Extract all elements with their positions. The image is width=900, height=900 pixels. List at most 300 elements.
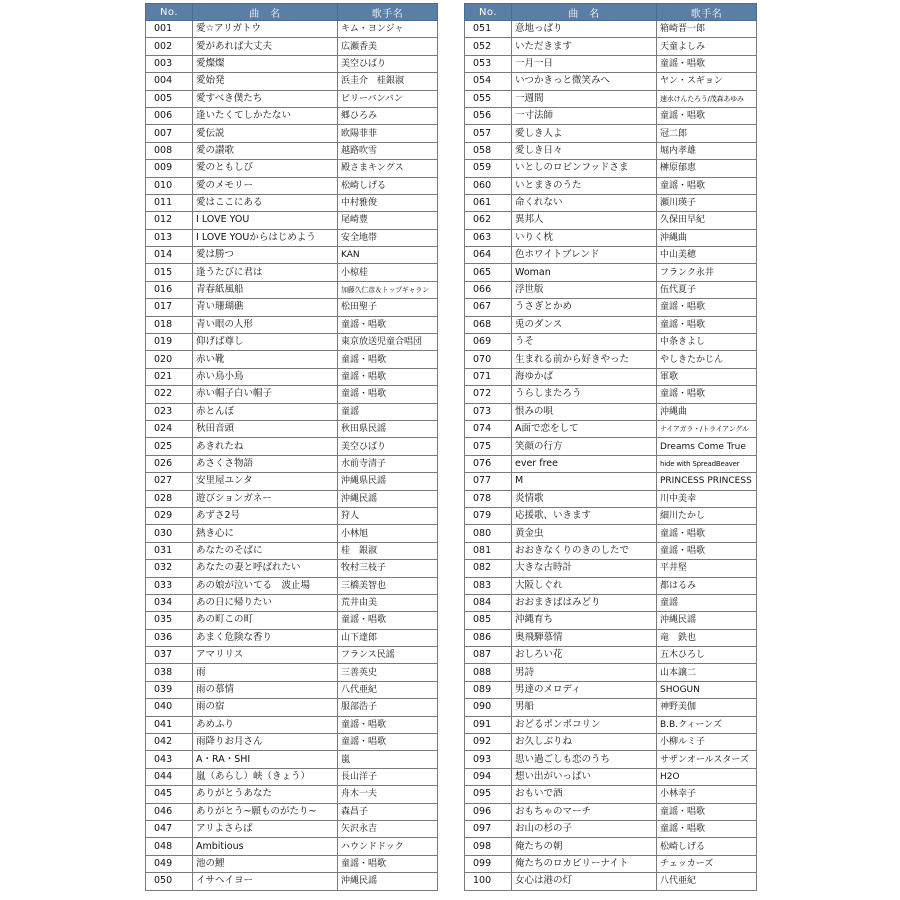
artist-name: 三善英史 xyxy=(338,664,438,681)
song-title: あまく危険な香り xyxy=(193,629,338,646)
song-number: 027 xyxy=(146,473,193,490)
song-number: 005 xyxy=(146,90,193,107)
table-header-row xyxy=(146,4,438,21)
artist-name: 童謡・唱歌 xyxy=(338,734,438,751)
song-title: あさくさ物語 xyxy=(193,455,338,472)
header-title: 曲 名 xyxy=(512,4,657,21)
song-title: 笑顔の行方 xyxy=(512,438,657,455)
song-number: 053 xyxy=(465,55,512,72)
table-row xyxy=(146,734,438,751)
song-number: 026 xyxy=(146,455,193,472)
song-title: 愛すべき僕たち xyxy=(193,90,338,107)
song-number: 012 xyxy=(146,212,193,229)
song-number: 034 xyxy=(146,594,193,611)
table-row xyxy=(465,873,757,890)
song-title: 生まれる前から好きやった xyxy=(512,351,657,368)
table-row xyxy=(146,507,438,524)
table-row xyxy=(146,820,438,837)
song-title: 愛があれば大丈夫 xyxy=(193,38,338,55)
song-title: 色ホワイトブレンド xyxy=(512,247,657,264)
song-title: いりく枕 xyxy=(512,229,657,246)
table-row xyxy=(465,629,757,646)
artist-name: 竜 鉄也 xyxy=(657,629,757,646)
song-title: I LOVE YOUからはじめよう xyxy=(193,229,338,246)
song-number: 044 xyxy=(146,768,193,785)
table-row xyxy=(465,403,757,420)
song-title: Woman xyxy=(512,264,657,281)
song-title: 赤い靴 xyxy=(193,351,338,368)
table-row xyxy=(465,507,757,524)
song-number: 069 xyxy=(465,334,512,351)
table-row xyxy=(146,699,438,716)
table-row xyxy=(146,838,438,855)
song-number: 060 xyxy=(465,177,512,194)
song-title: あの町この町 xyxy=(193,612,338,629)
table-row xyxy=(465,577,757,594)
song-title: 雨の宿 xyxy=(193,699,338,716)
song-title: 青い眼の人形 xyxy=(193,316,338,333)
song-title: いつかきっと微笑みへ xyxy=(512,73,657,90)
artist-name: 童謡・唱歌 xyxy=(338,716,438,733)
artist-name: 美空ひばり xyxy=(338,438,438,455)
song-title: あめふり xyxy=(193,716,338,733)
table-row xyxy=(465,699,757,716)
song-title: あなたのそばに xyxy=(193,542,338,559)
table-row xyxy=(146,873,438,890)
song-number: 016 xyxy=(146,281,193,298)
artist-name: 童謡・唱歌 xyxy=(338,612,438,629)
song-number: 091 xyxy=(465,716,512,733)
table-row xyxy=(146,681,438,698)
song-number: 036 xyxy=(146,629,193,646)
song-title: 一週間 xyxy=(512,90,657,107)
song-number: 075 xyxy=(465,438,512,455)
song-title: 逢いたくてしかたない xyxy=(193,107,338,124)
table-row xyxy=(465,299,757,316)
song-title: うらしまたろう xyxy=(512,386,657,403)
song-number: 014 xyxy=(146,247,193,264)
artist-name: 平井堅 xyxy=(657,560,757,577)
table-row xyxy=(146,247,438,264)
table-row xyxy=(465,473,757,490)
artist-name: 八代亜紀 xyxy=(338,681,438,698)
artist-name: 三橋美智也 xyxy=(338,577,438,594)
song-title: 浮世版 xyxy=(512,281,657,298)
song-number: 018 xyxy=(146,316,193,333)
song-title: 逢うたびに君は xyxy=(193,264,338,281)
table-row xyxy=(465,386,757,403)
table-row xyxy=(146,525,438,542)
song-number: 038 xyxy=(146,664,193,681)
table-row xyxy=(146,90,438,107)
table-row xyxy=(465,490,757,507)
artist-name: B.B.クィーンズ xyxy=(657,716,757,733)
table-row xyxy=(146,473,438,490)
song-number: 019 xyxy=(146,334,193,351)
song-number: 095 xyxy=(465,786,512,803)
song-number: 028 xyxy=(146,490,193,507)
table-row xyxy=(146,403,438,420)
song-table-right xyxy=(464,3,757,891)
artist-name: 郷ひろみ xyxy=(338,107,438,124)
artist-name: H2O xyxy=(657,768,757,785)
artist-name: 箱崎晋一郎 xyxy=(657,21,757,38)
song-title: いただきます xyxy=(512,38,657,55)
song-number: 064 xyxy=(465,247,512,264)
artist-name: 八代亜紀 xyxy=(657,873,757,890)
table-row xyxy=(146,594,438,611)
song-number: 093 xyxy=(465,751,512,768)
song-number: 061 xyxy=(465,194,512,211)
artist-name: 沖縄曲 xyxy=(657,403,757,420)
song-title: あずさ2号 xyxy=(193,507,338,524)
table-row xyxy=(146,177,438,194)
artist-name: ビリーバンバン xyxy=(338,90,438,107)
table-row xyxy=(146,368,438,385)
artist-name: 越路吹雪 xyxy=(338,142,438,159)
song-title: 雨の慕情 xyxy=(193,681,338,698)
table-row xyxy=(465,455,757,472)
song-number: 011 xyxy=(146,194,193,211)
artist-name: 童謡・唱歌 xyxy=(657,525,757,542)
song-title: 愛始発 xyxy=(193,73,338,90)
song-title: 安里屋ユンタ xyxy=(193,473,338,490)
song-number: 035 xyxy=(146,612,193,629)
song-title: 黄金虫 xyxy=(512,525,657,542)
song-title: 赤い鳥小鳥 xyxy=(193,368,338,385)
table-row xyxy=(465,542,757,559)
song-title: A面で恋をして xyxy=(512,420,657,437)
song-title: 仰げば尊し xyxy=(193,334,338,351)
song-title: 一寸法師 xyxy=(512,107,657,124)
table-row xyxy=(146,73,438,90)
song-number: 080 xyxy=(465,525,512,542)
artist-name: Dreams Come True xyxy=(657,438,757,455)
song-number: 065 xyxy=(465,264,512,281)
artist-name: 松崎しげる xyxy=(338,177,438,194)
song-number: 022 xyxy=(146,386,193,403)
artist-name: 広瀬香美 xyxy=(338,38,438,55)
song-title: アマリリス xyxy=(193,647,338,664)
song-title: ありがとうあなた xyxy=(193,786,338,803)
artist-name: 童謡・唱歌 xyxy=(657,107,757,124)
table-row xyxy=(146,751,438,768)
song-number: 046 xyxy=(146,803,193,820)
table-row xyxy=(465,351,757,368)
table-row xyxy=(146,629,438,646)
song-title: 愛の讃歌 xyxy=(193,142,338,159)
song-title: 熱き心に xyxy=(193,525,338,542)
artist-name: 童謡・唱歌 xyxy=(657,386,757,403)
table-row xyxy=(146,281,438,298)
song-table-left xyxy=(145,3,438,891)
table-row xyxy=(146,438,438,455)
table-row xyxy=(465,142,757,159)
table-row xyxy=(465,21,757,38)
table-row xyxy=(465,90,757,107)
song-number: 052 xyxy=(465,38,512,55)
song-number: 050 xyxy=(146,873,193,890)
table-row xyxy=(146,142,438,159)
song-number: 041 xyxy=(146,716,193,733)
song-number: 097 xyxy=(465,820,512,837)
song-number: 030 xyxy=(146,525,193,542)
song-number: 086 xyxy=(465,629,512,646)
table-row xyxy=(146,664,438,681)
song-title: 俺たちのロカビリーナイト xyxy=(512,855,657,872)
artist-name: 加藤久仁彦＆トップギャラン xyxy=(338,281,438,298)
table-row xyxy=(465,664,757,681)
song-number: 004 xyxy=(146,73,193,90)
table-row xyxy=(146,577,438,594)
table-row xyxy=(146,55,438,72)
song-title: 想い出がいっぱい xyxy=(512,768,657,785)
table-row xyxy=(465,681,757,698)
song-title: 応援歌、いきます xyxy=(512,507,657,524)
song-number: 096 xyxy=(465,803,512,820)
table-row xyxy=(146,855,438,872)
song-number: 003 xyxy=(146,55,193,72)
song-title: おもいで酒 xyxy=(512,786,657,803)
song-title: 愛しき日々 xyxy=(512,142,657,159)
song-title: あきれたね xyxy=(193,438,338,455)
song-number: 048 xyxy=(146,838,193,855)
artist-name: 童謡・唱歌 xyxy=(657,542,757,559)
song-number: 077 xyxy=(465,473,512,490)
table-row xyxy=(146,716,438,733)
table-row xyxy=(465,647,757,664)
song-title: 青い珊瑚礁 xyxy=(193,299,338,316)
artist-name: 森昌子 xyxy=(338,803,438,820)
artist-name: 速水けんたろう/茂森あゆみ xyxy=(657,90,757,107)
song-number: 063 xyxy=(465,229,512,246)
artist-name: ヤン・スギョン xyxy=(657,73,757,90)
song-number: 025 xyxy=(146,438,193,455)
table-row xyxy=(146,768,438,785)
artist-name: 山本譲二 xyxy=(657,664,757,681)
artist-name: 童謡 xyxy=(657,594,757,611)
song-number: 054 xyxy=(465,73,512,90)
song-number: 070 xyxy=(465,351,512,368)
song-title: おどるポンポコリン xyxy=(512,716,657,733)
artist-name: 神野美伽 xyxy=(657,699,757,716)
table-row xyxy=(146,386,438,403)
song-title: 兎のダンス xyxy=(512,316,657,333)
table-row xyxy=(465,420,757,437)
artist-name: 童謡・唱歌 xyxy=(657,55,757,72)
artist-name: 沖縄民謡 xyxy=(657,612,757,629)
song-number: 032 xyxy=(146,560,193,577)
song-title: A・RA・SHI xyxy=(193,751,338,768)
song-title: 思い過ごしも恋のうち xyxy=(512,751,657,768)
song-title: 女心は港の灯 xyxy=(512,873,657,890)
table-row xyxy=(146,334,438,351)
song-title: あなたの妻と呼ばれたい xyxy=(193,560,338,577)
song-number: 002 xyxy=(146,38,193,55)
table-row xyxy=(146,107,438,124)
song-number: 074 xyxy=(465,420,512,437)
artist-name: 童謡・唱歌 xyxy=(657,299,757,316)
artist-name: 小柳ルミ子 xyxy=(657,734,757,751)
table-row xyxy=(465,247,757,264)
artist-name: 荒井由美 xyxy=(338,594,438,611)
artist-name: 中条きよし xyxy=(657,334,757,351)
artist-name: 舟木一夫 xyxy=(338,786,438,803)
artist-name: 尾崎豊 xyxy=(338,212,438,229)
song-number: 084 xyxy=(465,594,512,611)
table-row xyxy=(465,838,757,855)
song-number: 073 xyxy=(465,403,512,420)
artist-name: 嵐 xyxy=(338,751,438,768)
table-row xyxy=(146,299,438,316)
artist-name: 童謡・唱歌 xyxy=(338,316,438,333)
table-row xyxy=(465,194,757,211)
song-number: 021 xyxy=(146,368,193,385)
table-row xyxy=(146,38,438,55)
song-title: おしろい花 xyxy=(512,647,657,664)
song-title: 男達のメロディ xyxy=(512,681,657,698)
song-number: 015 xyxy=(146,264,193,281)
header-title: 曲 名 xyxy=(193,4,338,21)
table-row xyxy=(465,368,757,385)
artist-name: SHOGUN xyxy=(657,681,757,698)
song-number: 067 xyxy=(465,299,512,316)
artist-name: キム・ヨンジャ xyxy=(338,21,438,38)
song-number: 031 xyxy=(146,542,193,559)
artist-name: 松田聖子 xyxy=(338,299,438,316)
artist-name: 沖縄民謡 xyxy=(338,490,438,507)
artist-name: 五木ひろし xyxy=(657,647,757,664)
artist-name: 軍歌 xyxy=(657,368,757,385)
song-title: 秋田音頭 xyxy=(193,420,338,437)
song-title: Ambitious xyxy=(193,838,338,855)
song-number: 033 xyxy=(146,577,193,594)
table-row xyxy=(146,21,438,38)
song-title: うそ xyxy=(512,334,657,351)
song-number: 100 xyxy=(465,873,512,890)
artist-name: 東京放送児童合唱団 xyxy=(338,334,438,351)
artist-name: 童謡・唱歌 xyxy=(338,386,438,403)
table-row xyxy=(146,542,438,559)
artist-name: 矢沢永吉 xyxy=(338,820,438,837)
table-row xyxy=(465,334,757,351)
song-title: 愛は勝つ xyxy=(193,247,338,264)
table-row xyxy=(146,803,438,820)
artist-name: 小林旭 xyxy=(338,525,438,542)
table-row xyxy=(146,786,438,803)
song-number: 062 xyxy=(465,212,512,229)
table-row xyxy=(146,264,438,281)
artist-name: 都はるみ xyxy=(657,577,757,594)
song-number: 087 xyxy=(465,647,512,664)
table-row xyxy=(146,194,438,211)
artist-name: 安全地帯 xyxy=(338,229,438,246)
song-title: ありがとう~願ものがたり~ xyxy=(193,803,338,820)
song-title: I LOVE YOU xyxy=(193,212,338,229)
song-number: 059 xyxy=(465,160,512,177)
table-row xyxy=(465,716,757,733)
artist-name: 沖縄民謡 xyxy=(338,873,438,890)
song-number: 079 xyxy=(465,507,512,524)
song-number: 006 xyxy=(146,107,193,124)
artist-name: 伍代夏子 xyxy=(657,281,757,298)
song-title: おおきなくりのきのしたで xyxy=(512,542,657,559)
song-number: 017 xyxy=(146,299,193,316)
song-title: 大きな古時計 xyxy=(512,560,657,577)
header-no: No. xyxy=(146,4,193,21)
song-title: 愛しき人よ xyxy=(512,125,657,142)
song-number: 039 xyxy=(146,681,193,698)
artist-name: サザンオールスターズ xyxy=(657,751,757,768)
table-row xyxy=(465,264,757,281)
song-title: 俺たちの朝 xyxy=(512,838,657,855)
song-number: 072 xyxy=(465,386,512,403)
table-row xyxy=(146,455,438,472)
artist-name: 山下達郎 xyxy=(338,629,438,646)
table-row xyxy=(465,229,757,246)
artist-name: 童謡・唱歌 xyxy=(338,368,438,385)
song-number: 090 xyxy=(465,699,512,716)
artist-name: 中山美穂 xyxy=(657,247,757,264)
song-title: 異邦人 xyxy=(512,212,657,229)
artist-name: 美空ひばり xyxy=(338,55,438,72)
song-number: 076 xyxy=(465,455,512,472)
table-row xyxy=(146,420,438,437)
song-number: 099 xyxy=(465,855,512,872)
artist-name: 童謡 xyxy=(338,403,438,420)
table-row xyxy=(465,38,757,55)
artist-name: 服部浩子 xyxy=(338,699,438,716)
table-row xyxy=(146,490,438,507)
song-number: 083 xyxy=(465,577,512,594)
song-title: あの日に帰りたい xyxy=(193,594,338,611)
artist-name: 欧陽菲菲 xyxy=(338,125,438,142)
table-header-row xyxy=(465,4,757,21)
artist-name: 童謡・唱歌 xyxy=(657,820,757,837)
artist-name: 沖縄県民謡 xyxy=(338,473,438,490)
song-title: あの娘が泣いてる 波止場 xyxy=(193,577,338,594)
table-row xyxy=(146,612,438,629)
table-row xyxy=(465,281,757,298)
artist-name: 川中美幸 xyxy=(657,490,757,507)
song-title: いとしのロビンフッドさま xyxy=(512,160,657,177)
song-title: 雨 xyxy=(193,664,338,681)
song-title: 池の鯉 xyxy=(193,855,338,872)
artist-name: 桂 銀淑 xyxy=(338,542,438,559)
song-number: 082 xyxy=(465,560,512,577)
table-row xyxy=(146,560,438,577)
song-number: 024 xyxy=(146,420,193,437)
song-title: 愛のともしび xyxy=(193,160,338,177)
artist-name: 中村雅俊 xyxy=(338,194,438,211)
artist-name: フランク永井 xyxy=(657,264,757,281)
song-title: 青春紙風船 xyxy=(193,281,338,298)
song-number: 078 xyxy=(465,490,512,507)
table-row xyxy=(465,107,757,124)
artist-name: フランス民謡 xyxy=(338,647,438,664)
artist-name: 牧村三枝子 xyxy=(338,560,438,577)
song-title: うさぎとかめ xyxy=(512,299,657,316)
artist-name: 童謡・唱歌 xyxy=(657,177,757,194)
song-number: 043 xyxy=(146,751,193,768)
table-row xyxy=(465,855,757,872)
song-number: 088 xyxy=(465,664,512,681)
song-title: 嵐（あらし）峡（きょう） xyxy=(193,768,338,785)
song-title: アリよさらば xyxy=(193,820,338,837)
song-number: 066 xyxy=(465,281,512,298)
table-row xyxy=(465,212,757,229)
table-row xyxy=(465,55,757,72)
